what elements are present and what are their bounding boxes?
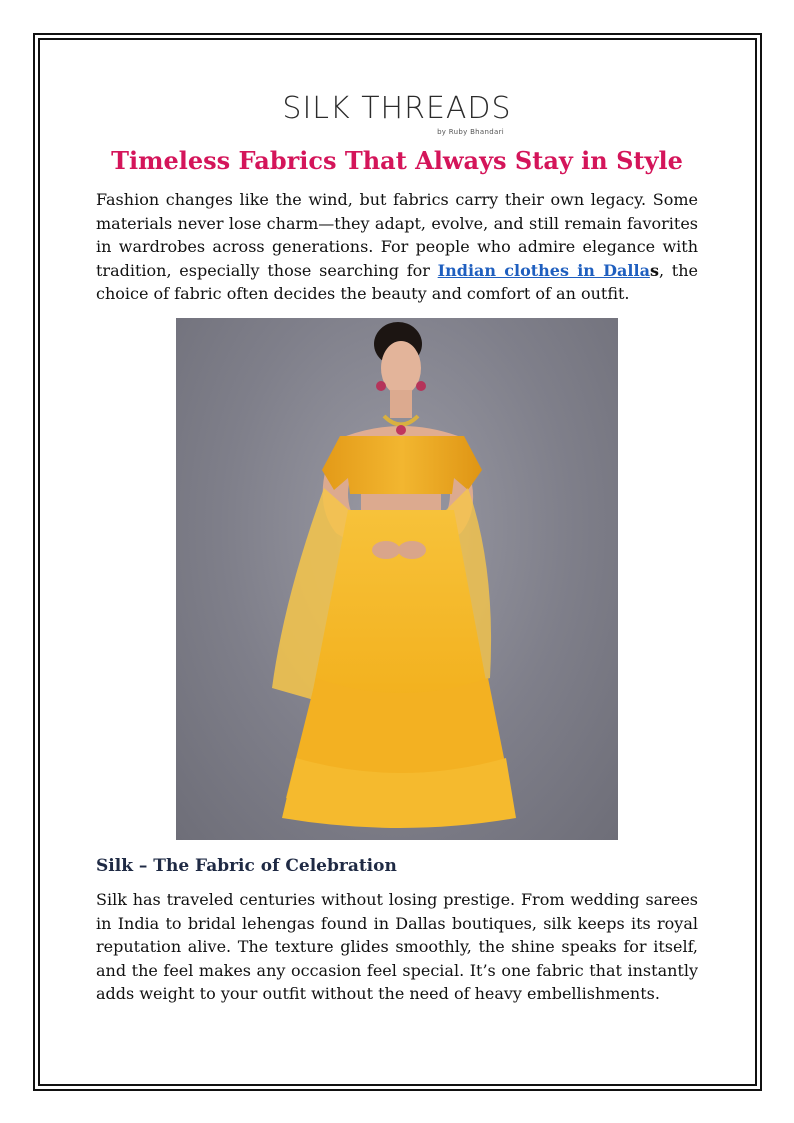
lehenga-photo: [176, 318, 618, 840]
intro-text-start: Fashion changes like the wind, but fabrics carry their own legacy. Some materials never lose charm—they adapt, evolve, and still remain favorites in wardrobes across generations. For people who admire elegance with tradition, especially those searching for: [96, 190, 698, 280]
section-heading: Silk – The Fabric of Celebration: [96, 856, 397, 876]
brand-name: SILK THREADS: [282, 91, 512, 126]
silk-paragraph: Silk has traveled centuries without losing prestige. From wedding sarees in India to bridal lehengas found in Dallas boutiques, silk keeps its royal reputation alive. The texture glides smoothly, the shine speaks for itself, and the feel makes any occasion feel special. It’s one fabric that instantly adds weight to your outfit without the need of heavy embellishments.: [96, 890, 698, 1004]
model-illustration: [176, 318, 618, 840]
brand-tagline: by Ruby Bhandari: [437, 128, 504, 136]
indian-clothes-link[interactable]: Indian clothes in Dalla: [437, 260, 650, 280]
link-tail: s: [649, 260, 659, 280]
intro-text-end: , the choice of fabric often decides the beauty and comfort of an outfit.: [96, 260, 698, 304]
page-title: Timeless Fabrics That Always Stay in Style: [111, 146, 683, 175]
intro-paragraph: [96, 188, 698, 306]
brand-logo: [230, 92, 564, 144]
